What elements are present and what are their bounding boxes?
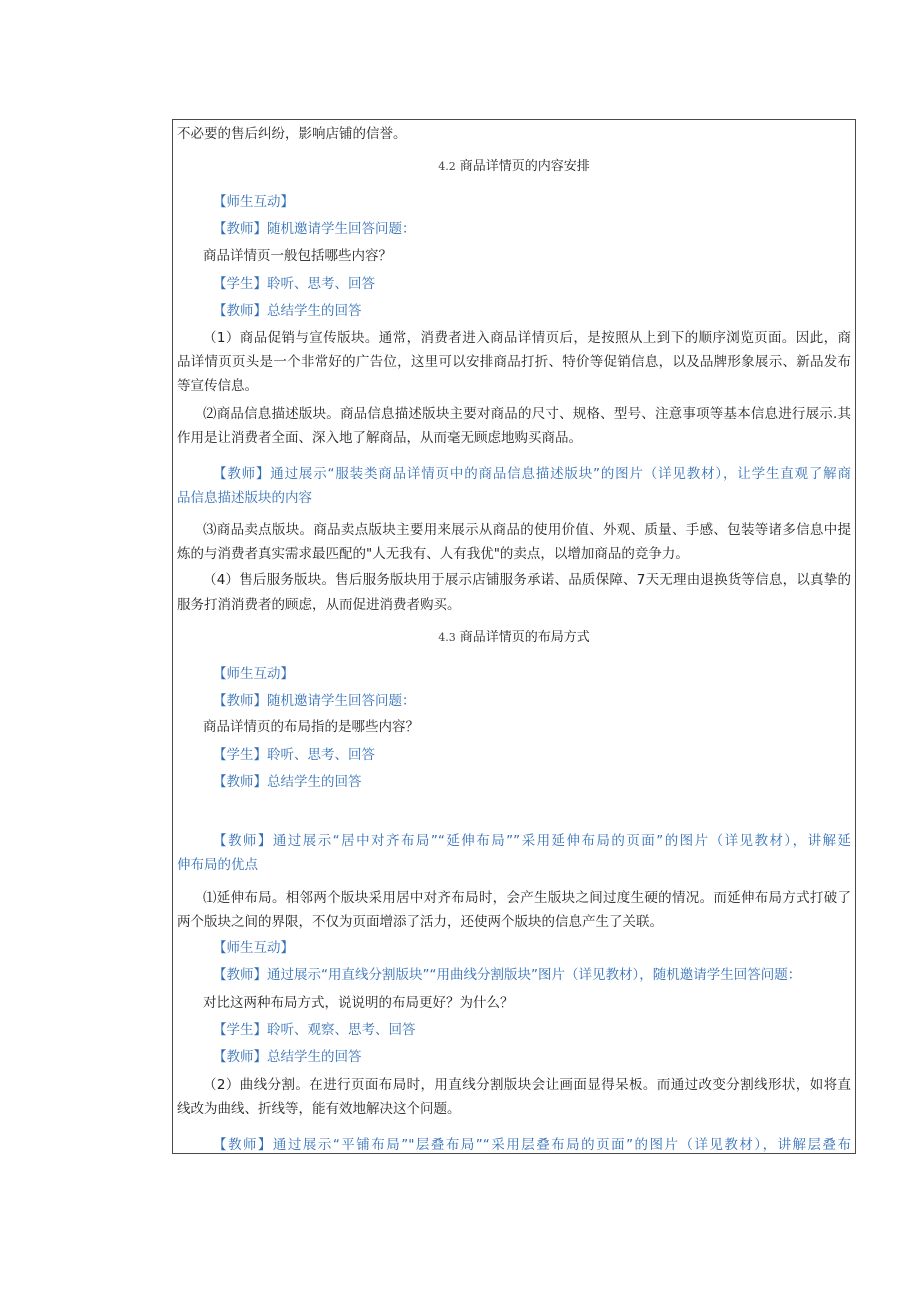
teacher-line: 【教师】总结学生的回答 [213,1049,362,1065]
question-line: 商品详情页的布局指的是哪些内容？ [203,719,419,735]
paragraph-line: 作用是让消费者全面、深入地了解商品，从而毫无顾虑地购买商品。 [177,430,582,446]
teacher-line: 【教师】随机邀请学生回答问题： [213,693,416,709]
interaction-label: 【师生互动】 [213,194,294,210]
section-number: 4.2 [438,160,456,173]
student-line: 【学生】聆听、思考、回答 [213,276,375,292]
interaction-label: 【师生互动】 [213,940,294,956]
teacher-line: 【教师】通过展示“居中对齐布局”“延伸布局””采用延伸布局的页面”的图片（详见教材），讲解延 [213,833,851,849]
teacher-line: 【教师】总结学生的回答 [213,774,362,790]
paragraph-line: 两个版块之间的界限，不仅为页面增添了活力，还使两个版块的信息产生了关联。 [177,914,663,930]
teacher-line: 【教师】总结学生的回答 [213,303,362,319]
teacher-line: 【教师】随机邀请学生回答问题： [213,221,416,237]
student-line: 【学生】聆听、思考、回答 [213,747,375,763]
question-line: 商品详情页一般包括哪些内容？ [203,248,392,264]
paragraph-line: （4）售后服务版块。售后服务版块用于展示店铺服务承诺、品质保障、7天无理由退换货等信息，以真挚的 [203,572,851,588]
section-number: 4.3 [438,631,456,644]
interaction-label: 【师生互动】 [213,666,294,682]
paragraph-line: 炼的与消费者真实需求最匹配的"人无我有、人有我优"的卖点，以增加商品的竞争力。 [177,546,689,562]
paragraph-line: ⑵商品信息描述版块。商品信息描述版块主要对商品的尺寸、规格、型号、注意事项等基本信息进行展示.其 [203,406,851,422]
paragraph-line: 服务打消消费者的顾虑，从而促进消费者购买。 [177,597,461,613]
section-title: 商品详情页的内容安排 [459,159,590,174]
teacher-line: 伸布局的优点 [177,857,258,873]
text-line: 不必要的售后纠纷，影响店铺的信誉。 [177,126,407,142]
section-title: 商品详情页的布局方式 [459,630,590,645]
paragraph-line: （1）商品促销与宣传版块。通常，消费者进入商品详情页后，是按照从上到下的顺序浏览页面。因此，商 [203,330,851,346]
section-heading-4-2 [177,157,851,177]
section-heading-4-3 [177,628,851,648]
paragraph-line: ⑴延伸布局。相邻两个版块采用居中对齐布局时，会产生版块之间过度生硬的情况。而延伸布局方式打破了 [203,890,851,906]
paragraph-line: 线改为曲线、折线等，能有效地解决这个问题。 [177,1101,461,1117]
paragraph-line: 等宣传信息。 [177,378,258,394]
teacher-line: 【教师】通过展示“服装类商品详情页中的商品信息描述版块”的图片（详见教材），让学生直观了解商 [213,466,851,482]
document-table-cell [172,119,856,1154]
paragraph-line: ⑶商品卖点版块。商品卖点版块主要用来展示从商品的使用价值、外观、质量、手感、包装等诸多信息中提 [203,522,851,538]
paragraph-line: （2）曲线分割。在进行页面布局时，用直线分割版块会让画面显得呆板。而通过改变分割线形状，如将直 [203,1077,851,1093]
teacher-line: 【教师】通过展示“平铺布局”"层叠布局”“采用层叠布局的页面”的图片（详见教材），讲解层叠布 [213,1137,851,1153]
teacher-line: 品信息描述版块的内容 [177,490,312,506]
question-line: 对比这两种布局方式，说说明的布局更好？为什么？ [203,995,514,1011]
teacher-line: 【教师】通过展示“用直线分割版块”“用曲线分割版块”图片（详见教材），随机邀请学生回答问题： [213,967,802,983]
paragraph-line: 品详情页页头是一个非常好的广告位，这里可以安排商品打折、特价等促销信息，以及品牌形象展示、新品发布 [177,354,851,370]
student-line: 【学生】聆听、观察、思考、回答 [213,1022,416,1038]
